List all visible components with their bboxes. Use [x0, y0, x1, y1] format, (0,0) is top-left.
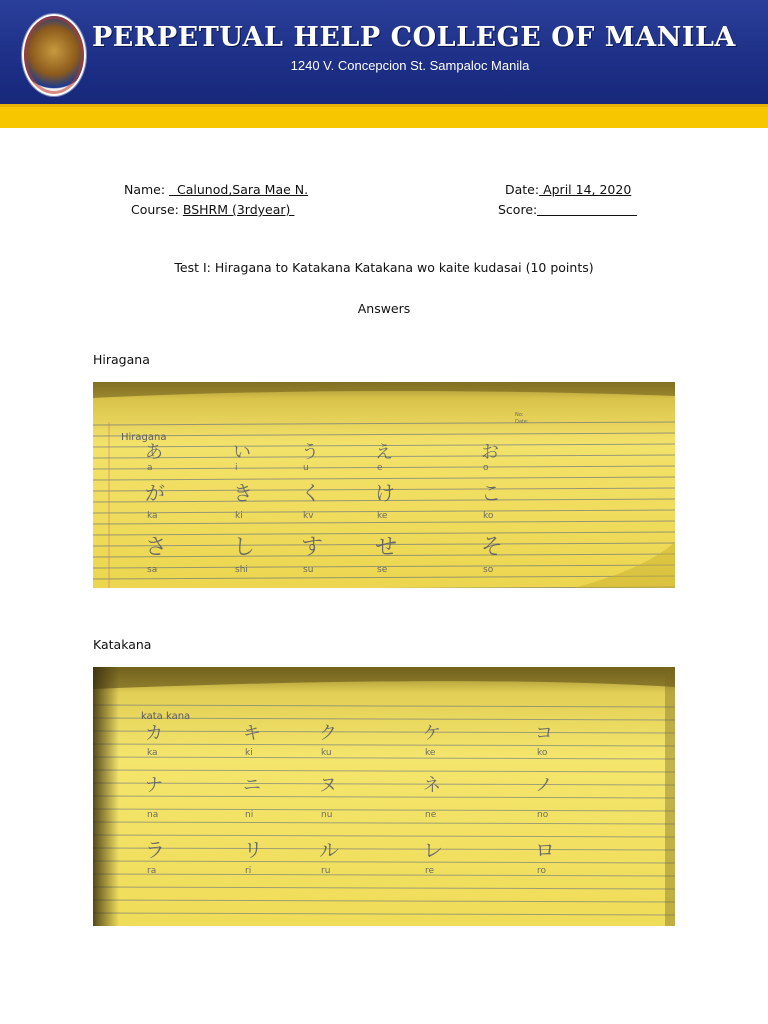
- katakana-romaji-3: ke: [425, 748, 436, 758]
- katakana-romaji-2: ku: [321, 748, 332, 758]
- hiragana-kana-13: せ: [375, 535, 398, 560]
- hiragana-kana-8: け: [375, 481, 395, 505]
- katakana-romaji-4: ko: [537, 748, 548, 758]
- hiragana-kana-2: う: [301, 442, 319, 463]
- katakana-kana-0: カ: [145, 723, 163, 744]
- name-value: Calunod,Sara Mae N.: [169, 182, 309, 197]
- katakana-kana-13: レ: [423, 838, 443, 862]
- hiragana-kana-10: さ: [145, 535, 168, 560]
- hiragana-kana-11: し: [233, 535, 256, 560]
- date-value: April 14, 2020: [539, 182, 632, 197]
- header-gold-band: [0, 104, 768, 128]
- hiragana-romaji-10: sa: [147, 565, 158, 575]
- hiragana-photo-svg: [93, 382, 675, 588]
- katakana-kana-8: ネ: [423, 775, 441, 796]
- photo-corner-no: No:: [515, 412, 524, 418]
- hiragana-kana-4: お: [481, 442, 499, 463]
- katakana-answer-photo: [93, 667, 675, 926]
- katakana-romaji-5: na: [147, 810, 159, 820]
- katakana-romaji-6: ni: [245, 810, 254, 820]
- test-title: Test I: Hiragana to Katakana Katakana wo kaite kudasai (10 points): [174, 260, 594, 275]
- college-address: 1240 V. Concepcion St. Sampaloc Manila: [290, 58, 530, 73]
- course-label: Course:: [131, 202, 179, 217]
- katakana-section-label: Katakana: [93, 637, 152, 652]
- college-header: [0, 0, 768, 104]
- hiragana-kana-6: き: [233, 481, 253, 505]
- hiragana-kana-7: く: [301, 481, 321, 505]
- katakana-kana-7: ヌ: [319, 775, 337, 796]
- score-blank: [537, 203, 637, 216]
- hiragana-kana-0: あ: [145, 442, 163, 463]
- answers-heading: Answers: [357, 301, 411, 316]
- katakana-romaji-13: re: [425, 866, 435, 876]
- hiragana-romaji-13: se: [377, 565, 388, 575]
- katakana-kana-9: ノ: [535, 775, 553, 796]
- katakana-kana-6: ニ: [243, 775, 261, 796]
- katakana-kana-11: リ: [243, 838, 263, 862]
- katakana-kana-4: コ: [535, 723, 553, 744]
- katakana-romaji-1: ki: [245, 748, 253, 758]
- hiragana-kana-9: こ: [481, 481, 501, 505]
- katakana-romaji-10: ra: [147, 866, 157, 876]
- katakana-kana-14: ロ: [535, 838, 555, 862]
- katakana-kana-12: ル: [319, 838, 339, 862]
- course-value: BSHRM (3rdyear): [182, 202, 295, 217]
- katakana-romaji-12: ru: [321, 866, 331, 876]
- hiragana-kana-14: そ: [481, 535, 504, 560]
- katakana-kana-5: ナ: [145, 775, 163, 796]
- hiragana-romaji-5: ka: [147, 511, 158, 521]
- hiragana-romaji-11: shi: [235, 565, 248, 575]
- hiragana-kana-1: い: [233, 442, 251, 463]
- katakana-kana-1: キ: [243, 723, 261, 744]
- hiragana-romaji-2: u: [303, 463, 309, 473]
- date-field: [505, 182, 631, 197]
- hiragana-romaji-9: ko: [483, 511, 494, 521]
- name-field: [124, 182, 308, 197]
- hiragana-answer-photo: [93, 382, 675, 588]
- hiragana-romaji-8: ke: [377, 511, 388, 521]
- katakana-kana-2: ク: [319, 723, 337, 744]
- college-name: PERPETUAL HELP COLLEGE OF MANILA: [92, 22, 736, 53]
- hiragana-kana-12: す: [301, 535, 324, 560]
- date-label: Date:: [505, 182, 540, 197]
- katakana-kana-10: ラ: [145, 838, 165, 862]
- score-label: Score:: [498, 202, 538, 217]
- katakana-romaji-0: ka: [147, 748, 158, 758]
- katakana-romaji-8: ne: [425, 810, 437, 820]
- hiragana-photo-heading: Hiragana: [121, 432, 167, 443]
- katakana-kana-3: ケ: [423, 723, 441, 744]
- hiragana-romaji-14: so: [483, 565, 494, 575]
- hiragana-romaji-4: o: [483, 463, 489, 473]
- name-label: Name:: [124, 182, 166, 197]
- college-seal-icon: [22, 14, 86, 96]
- course-field: [131, 202, 294, 217]
- score-field: [498, 202, 637, 217]
- katakana-romaji-11: ri: [245, 866, 252, 876]
- photo-corner-date: Date:: [515, 419, 529, 425]
- katakana-photo-svg: [93, 667, 675, 926]
- hiragana-romaji-6: ki: [235, 511, 243, 521]
- hiragana-romaji-12: su: [303, 565, 314, 575]
- katakana-romaji-14: ro: [537, 866, 547, 876]
- hiragana-romaji-3: e: [377, 463, 383, 473]
- hiragana-romaji-0: a: [147, 463, 153, 473]
- katakana-romaji-9: no: [537, 810, 549, 820]
- hiragana-section-label: Hiragana: [93, 352, 150, 367]
- hiragana-kana-3: え: [375, 442, 393, 463]
- hiragana-romaji-1: i: [235, 463, 238, 473]
- hiragana-romaji-7: kv: [303, 511, 314, 521]
- hiragana-kana-5: が: [145, 481, 165, 505]
- katakana-romaji-7: nu: [321, 810, 333, 820]
- katakana-photo-heading: kata kana: [141, 711, 191, 722]
